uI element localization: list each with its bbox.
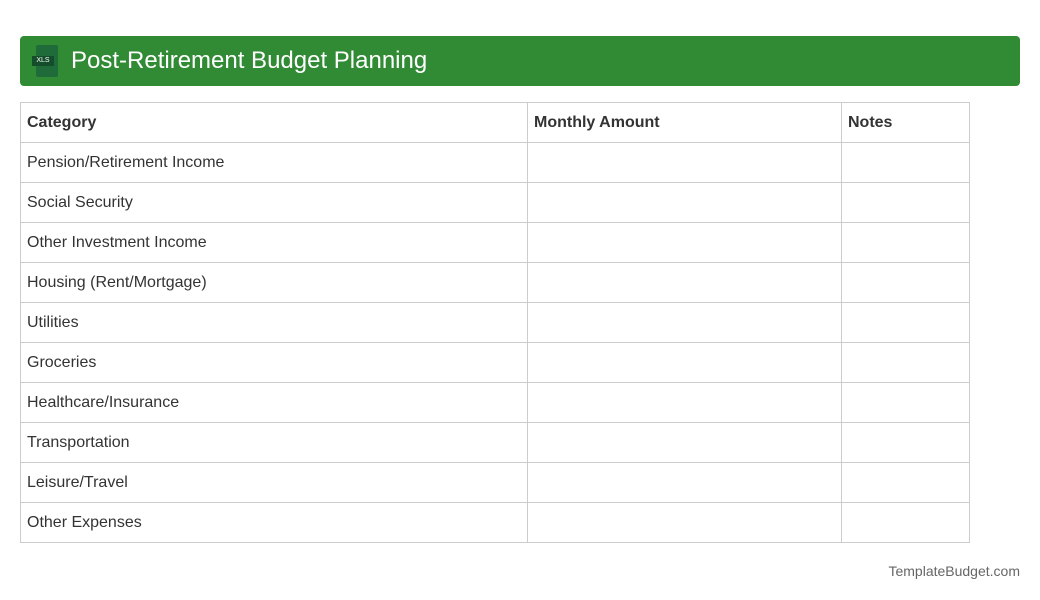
monthly-amount-cell[interactable]	[528, 383, 842, 423]
monthly-amount-cell[interactable]	[528, 263, 842, 303]
table-row	[21, 183, 970, 223]
notes-cell[interactable]	[842, 143, 970, 183]
page-title: Post-Retirement Budget Planning	[71, 47, 428, 74]
notes-cell[interactable]	[842, 463, 970, 503]
category-cell: Utilities	[21, 303, 528, 343]
column-header: Category	[21, 103, 528, 143]
footer-credit[interactable]: TemplateBudget.com	[888, 563, 1020, 579]
table-row	[21, 263, 970, 303]
category-cell: Healthcare/Insurance	[21, 383, 528, 423]
budget-table	[20, 102, 970, 543]
table-row	[21, 223, 970, 263]
monthly-amount-cell[interactable]	[528, 423, 842, 463]
notes-cell[interactable]	[842, 223, 970, 263]
monthly-amount-cell[interactable]	[528, 503, 842, 543]
table-row	[21, 503, 970, 543]
table-row	[21, 383, 970, 423]
table-row	[21, 343, 970, 383]
monthly-amount-cell[interactable]	[528, 343, 842, 383]
column-header: Notes	[842, 103, 970, 143]
notes-cell[interactable]	[842, 383, 970, 423]
category-cell: Groceries	[21, 343, 528, 383]
monthly-amount-cell[interactable]	[528, 143, 842, 183]
notes-cell[interactable]	[842, 503, 970, 543]
table-row	[21, 463, 970, 503]
category-cell: Other Investment Income	[21, 223, 528, 263]
monthly-amount-cell[interactable]	[528, 463, 842, 503]
column-header: Monthly Amount	[528, 103, 842, 143]
monthly-amount-cell[interactable]	[528, 303, 842, 343]
category-cell: Social Security	[21, 183, 528, 223]
header-bar	[20, 36, 1020, 86]
notes-cell[interactable]	[842, 303, 970, 343]
monthly-amount-cell[interactable]	[528, 183, 842, 223]
monthly-amount-cell[interactable]	[528, 223, 842, 263]
table-row	[21, 143, 970, 183]
notes-cell[interactable]	[842, 343, 970, 383]
category-cell: Leisure/Travel	[21, 463, 528, 503]
notes-cell[interactable]	[842, 423, 970, 463]
category-cell: Other Expenses	[21, 503, 528, 543]
notes-cell[interactable]	[842, 183, 970, 223]
notes-cell[interactable]	[842, 263, 970, 303]
table-row	[21, 423, 970, 463]
table-row	[21, 303, 970, 343]
category-cell: Pension/Retirement Income	[21, 143, 528, 183]
xls-file-icon: XLS	[32, 45, 60, 77]
category-cell: Housing (Rent/Mortgage)	[21, 263, 528, 303]
category-cell: Transportation	[21, 423, 528, 463]
